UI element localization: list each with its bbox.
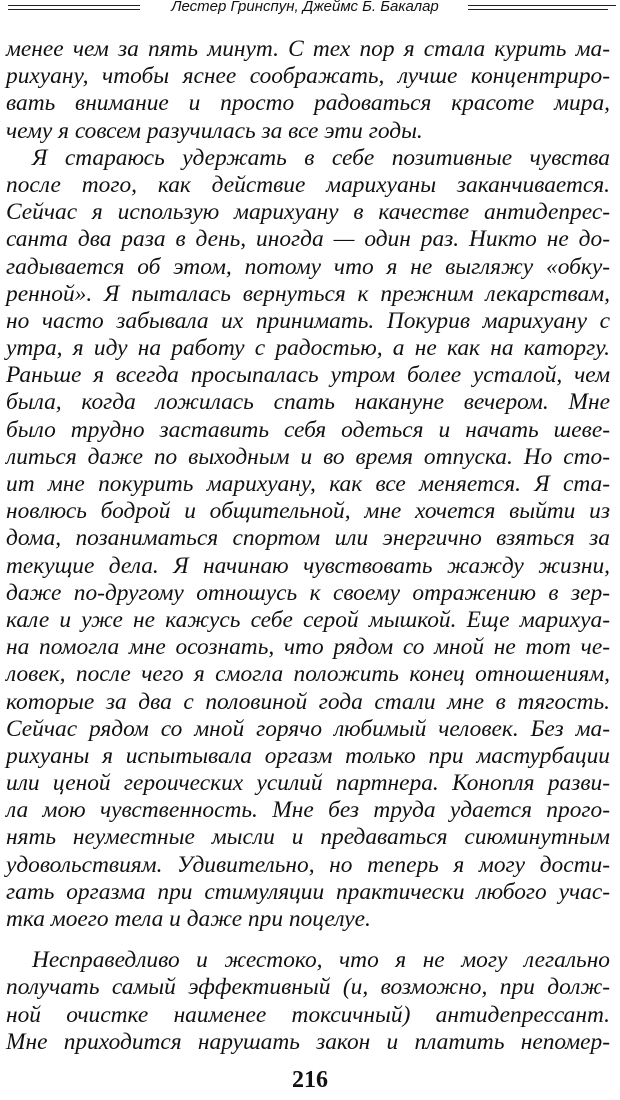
text-line: была, когда ложилась спать накануне вечером. Мне (6, 389, 610, 416)
header-rule-left (8, 9, 140, 10)
text-line: ной очистке наименее токсичный) антидепрессант. (6, 1001, 610, 1028)
page-number: 216 (292, 1067, 328, 1093)
text-line: было трудно заставить себя одеться и начать шеве- (6, 416, 610, 443)
text-line: менее чем за пять минут. С тех пор я стала курить ма- (6, 36, 610, 62)
text-line: удовольствиям. Удивительно, но теперь я могу дости- (6, 851, 610, 878)
text-line: гадывается об этом, потому что я не выгляжу «обку- (6, 253, 610, 280)
text-line: новлюсь бодрой и общительной, мне хочется выйти из (6, 498, 610, 525)
text-line: или ценой героических усилий партнера. Конопля разви- (6, 770, 610, 797)
text-line: текущие дела. Я начинаю чувствовать жажду жизни, (6, 552, 610, 579)
text-line: получать самый эффективный (и, возможно, при долж- (6, 974, 610, 1001)
header-rule-right (468, 5, 616, 6)
text-line: ла мою чувственность. Мне без труда удается прого- (6, 797, 610, 824)
text-line: кале и уже не кажусь себе серой мышкой. Еще марихуа- (6, 606, 610, 633)
text-line: Несправедливо и жестоко, что я не могу легально (32, 947, 610, 974)
text-line: утра, я иду на работу с радостью, а не как на каторгу. (6, 335, 610, 362)
text-line: рихуаны я испытывала оргазм только при мастурбации (6, 742, 610, 769)
text-line: гать оргазма при стимуляции практически любого учас- (6, 878, 610, 905)
text-line: дома, позаниматься спортом или энергично взяться за (6, 525, 610, 552)
text-line: Я стараюсь удержать в себе позитивные чувства (32, 144, 610, 171)
text-line: Мне приходится нарушать закон и платить непомер- (6, 1028, 610, 1055)
text-line: нять неуместные мысли и предаваться сиюминутным (6, 824, 610, 851)
body-text (6, 36, 610, 1056)
running-title: Лестер Гринспун, Джеймс Б. Бакалар (171, 0, 439, 15)
paragraph-2 (6, 145, 610, 933)
text-line: после того, как действие марихуаны заканчивается. (6, 171, 610, 198)
paragraph-3 (6, 947, 610, 1056)
text-line: ловек, после чего я смогла положить конец отношениям, (6, 661, 610, 688)
text-line: рихуану, чтобы яснее соображать, лучше концентриро- (6, 63, 610, 90)
text-line: вать внимание и просто радоваться красоте мира, (6, 90, 610, 117)
text-line: ренной». Я пыталась вернуться к прежним лекарствам, (6, 280, 610, 307)
header-rule-left (8, 5, 140, 6)
paragraph-1 (6, 36, 610, 145)
text-line: Сейчас рядом со мной горячо любимый человек. Без ма- (6, 715, 610, 742)
text-line: которые за два с половиной года стали мне в тягость. (6, 688, 610, 715)
text-line: санта два раза в день, иногда — один раз. Никто не до- (6, 226, 610, 253)
text-line: чему я совсем разучилась за все эти годы. (6, 117, 423, 144)
text-line: литься даже по выходным и во время отпуска. Но сто- (6, 443, 610, 470)
text-line: Сейчас я использую марихуану в качестве антидепрес- (6, 199, 610, 226)
text-line: даже по-другому отношусь к своему отражению в зер- (6, 579, 610, 606)
text-line: на помогла мне осознать, что рядом со мной не тот че- (6, 634, 610, 661)
text-line: тка моего тела и даже при поцелуе. (6, 906, 371, 932)
text-line: ит мне покурить марихуану, как все меняется. Я ста- (6, 471, 610, 497)
text-line: Раньше я всегда просыпалась утром более усталой, чем (6, 362, 610, 389)
text-line: но часто забывала их принимать. Покурив марихуану с (6, 307, 610, 334)
header-rule-right (468, 9, 608, 10)
paragraph-gap (6, 933, 610, 947)
running-header (0, 0, 620, 22)
